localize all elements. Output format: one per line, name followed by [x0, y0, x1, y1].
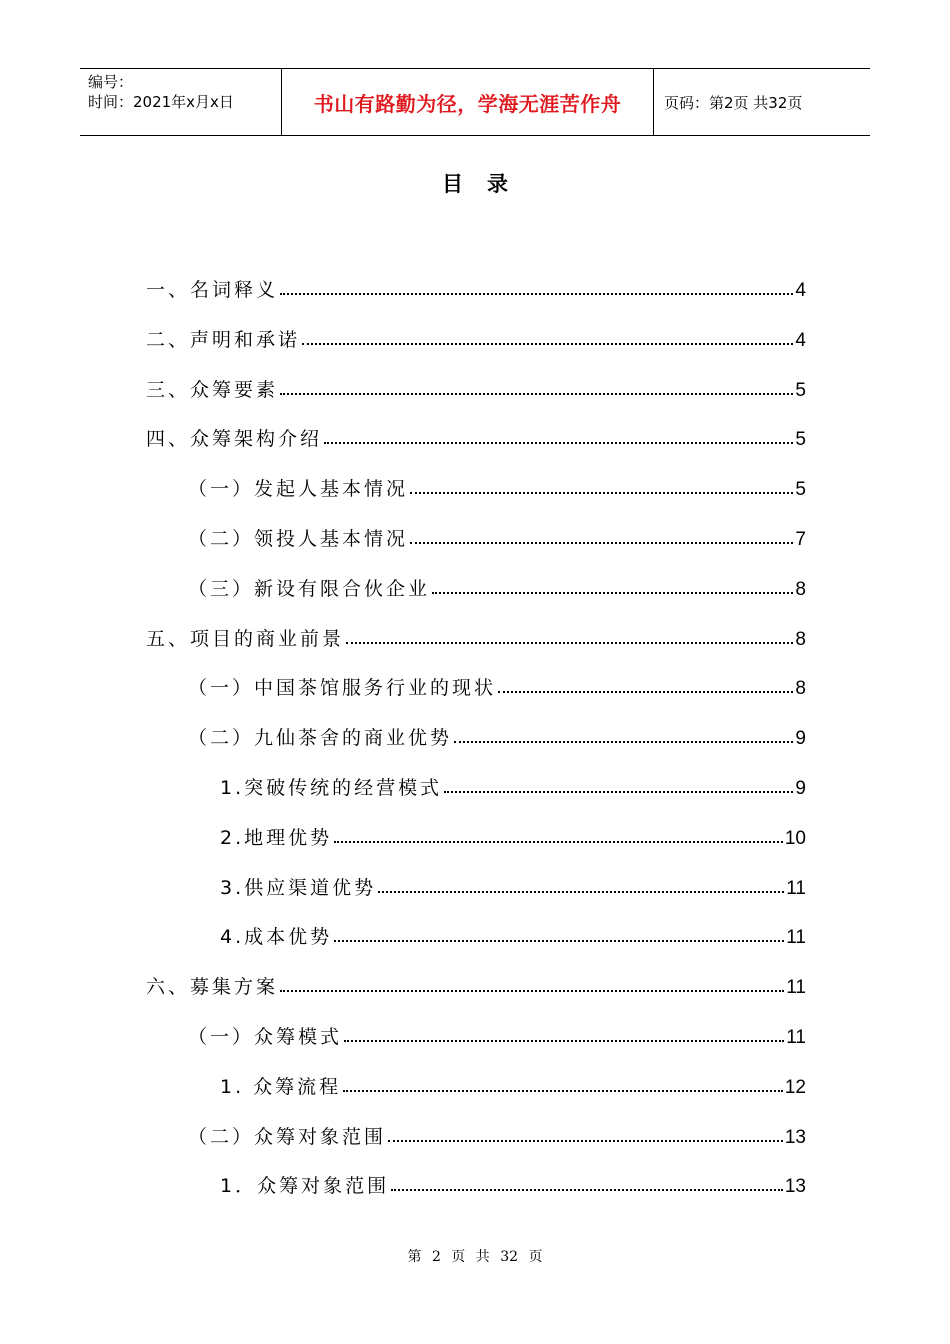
toc-entry-page-number: 11	[786, 977, 806, 999]
toc-entry-label: （一）中国茶馆服务行业的现状	[188, 677, 497, 700]
toc-dot-leader	[334, 940, 784, 942]
toc-entry[interactable]	[146, 262, 806, 302]
toc-entry[interactable]	[188, 1009, 806, 1049]
toc-dot-leader	[334, 841, 783, 843]
toc-entry[interactable]	[220, 1158, 806, 1198]
toc-entry-page-number: 10	[784, 827, 806, 849]
toc-dot-leader	[410, 542, 793, 544]
toc-entry-page-number: 5	[795, 479, 806, 501]
toc-entry-page-number: 11	[786, 877, 806, 899]
toc-dot-leader	[410, 492, 793, 494]
toc-entry-label: （三）新设有限合伙企业	[188, 577, 431, 600]
page-footer: 第 2 页 共 32 页	[407, 1249, 543, 1265]
toc-entry[interactable]	[146, 362, 806, 402]
toc-entry-label: 二、声明和承诺	[146, 328, 301, 351]
toc-entry[interactable]	[220, 909, 806, 949]
toc-dot-leader	[432, 592, 793, 594]
toc-dot-leader	[378, 891, 784, 893]
toc-entry-page-number: 7	[795, 529, 806, 550]
toc-entry[interactable]	[188, 660, 806, 700]
toc-entry-label: 四、众筹架构介绍	[146, 428, 323, 451]
toc-entry-label: 1．众筹对象范围	[220, 1175, 390, 1198]
toc-entry-page-number: 9	[795, 778, 806, 799]
toc-entry-label: （二）众筹对象范围	[188, 1125, 387, 1148]
toc-entry-label: 五、项目的商业前景	[146, 627, 345, 650]
toc-entry[interactable]	[220, 810, 806, 850]
page-header	[80, 68, 870, 136]
toc-dot-leader	[280, 990, 784, 992]
toc-entry-page-number: 4	[795, 329, 806, 351]
toc-dot-leader	[498, 691, 793, 693]
toc-dot-leader	[302, 343, 793, 345]
toc-dot-leader	[388, 1140, 783, 1142]
toc-entry-page-number: 4	[795, 280, 806, 301]
toc-dot-leader	[344, 1040, 784, 1042]
document-number-label: 编号：	[88, 73, 134, 91]
toc-entry-page-number: 13	[784, 1176, 806, 1198]
toc-entry-label: 1.突破传统的经营模式	[220, 777, 443, 799]
toc-dot-leader	[454, 741, 793, 743]
toc-entry[interactable]	[188, 1109, 806, 1149]
toc-entry-page-number: 11	[786, 1027, 806, 1048]
toc-entry-label: 1. 众筹流程	[220, 1075, 342, 1098]
toc-entry-page-number: 9	[795, 728, 806, 750]
toc-entry-page-number: 12	[784, 1076, 806, 1098]
toc-entry-page-number: 8	[795, 578, 806, 600]
toc-entry[interactable]	[146, 611, 806, 651]
toc-dot-leader	[343, 1090, 783, 1092]
toc-entry-label: 一、名词释义	[146, 279, 279, 301]
header-meta	[80, 69, 282, 135]
toc-entry-label: 六、募集方案	[146, 976, 279, 999]
toc-entry-label: （一）众筹模式	[188, 1026, 343, 1048]
toc-entry-label: （二）领投人基本情况	[188, 528, 409, 550]
toc-entry-page-number: 8	[795, 628, 806, 650]
toc-entry[interactable]	[188, 561, 806, 601]
toc-title: 目录	[442, 172, 532, 196]
toc-entry[interactable]	[220, 760, 806, 800]
toc-entry[interactable]	[220, 860, 806, 900]
toc-dot-leader	[391, 1189, 783, 1191]
toc-entry-label: 三、众筹要素	[146, 378, 279, 401]
document-time: 时间：2021年x月x日	[88, 93, 234, 111]
toc-entry-label: 2.地理优势	[220, 826, 333, 849]
header-page-info: 页码：第2页 共32页	[664, 93, 803, 112]
toc-dot-leader	[444, 791, 793, 793]
toc-entry-page-number: 5	[795, 379, 806, 401]
toc-dot-leader	[280, 393, 793, 395]
toc-entry-page-number: 5	[795, 429, 806, 451]
header-motto: 书山有路勤为径，学海无涯苦作舟	[282, 69, 654, 135]
toc-entry[interactable]	[188, 461, 806, 501]
toc-entry[interactable]	[146, 959, 806, 999]
toc-dot-leader	[280, 293, 793, 295]
toc-entry[interactable]	[220, 1059, 806, 1099]
toc-entry-page-number: 8	[795, 678, 806, 700]
toc-entry-label: （一）发起人基本情况	[188, 478, 409, 501]
toc-entry-label: 3.供应渠道优势	[220, 876, 377, 899]
toc-entry-page-number: 11	[786, 927, 806, 949]
toc-entry-label: 4.成本优势	[220, 926, 333, 949]
toc-entry-page-number: 13	[784, 1126, 806, 1148]
toc-entry[interactable]	[146, 411, 806, 451]
toc-entry[interactable]	[188, 511, 806, 551]
toc-entry[interactable]	[188, 710, 806, 750]
toc-dot-leader	[324, 442, 793, 444]
toc-entry-label: （二）九仙茶舍的商业优势	[188, 727, 453, 750]
toc-entry[interactable]	[146, 312, 806, 352]
toc-dot-leader	[346, 642, 793, 644]
